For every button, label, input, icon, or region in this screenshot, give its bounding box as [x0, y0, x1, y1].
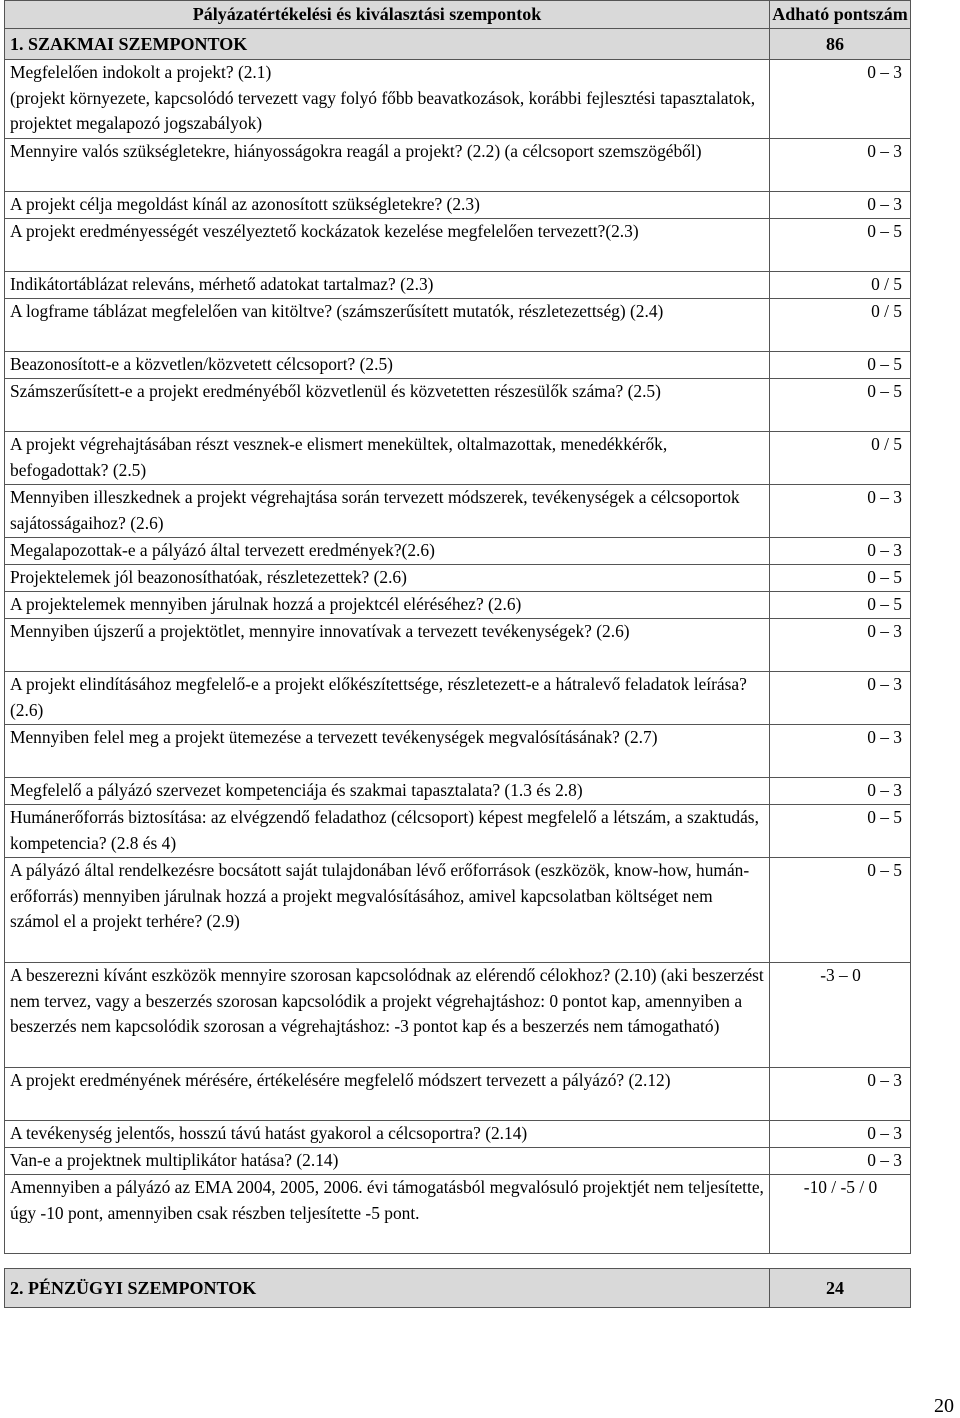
- criteria-score: 0 – 3: [770, 1121, 911, 1148]
- criteria-text: Humánerőforrás biztosítása: az elvégzendő feladathoz (célcsoport) képest megfelelő a létszám, a szaktudás, kompetencia? (2.8 és 4): [5, 805, 770, 858]
- criteria-score: -10 / -5 / 0: [770, 1175, 911, 1254]
- criteria-text: A projekt célja megoldást kínál az azonosított szükségletekre? (2.3): [5, 192, 770, 219]
- criteria-text: Mennyire valós szükségletekre, hiányosságokra reagál a projekt? (2.2) (a célcsoport szemszögéből): [5, 139, 770, 192]
- criteria-text: Mennyiben újszerű a projektötlet, mennyire innovatívak a tervezett tevékenységek? (2.6): [5, 619, 770, 672]
- criteria-score: 0 – 3: [770, 672, 911, 725]
- criteria-score: 0 – 5: [770, 858, 911, 963]
- criteria-text: A projekt elindításához megfelelő-e a projekt előkészítettsége, részletezett-e a hátralevő feladatok leírása? (2.6): [5, 672, 770, 725]
- criteria-text: Számszerűsített-e a projekt eredményéből közvetlenül és közvetetten részesülők száma? (2.5): [5, 379, 770, 432]
- score-header: Adható pontszám: [770, 1, 911, 29]
- criteria-score: 0 – 3: [770, 778, 911, 805]
- criteria-text: Indikátortáblázat releváns, mérhető adatokat tartalmaz? (2.3): [5, 272, 770, 299]
- criteria-text: Van-e a projektnek multiplikátor hatása? (2.14): [5, 1148, 770, 1175]
- criteria-score: 0 – 5: [770, 805, 911, 858]
- section-points: 86: [770, 29, 911, 60]
- section-label: 2. PÉNZÜGYI SZEMPONTOK: [5, 1269, 770, 1308]
- criteria-text: A projekt eredményességét veszélyeztető kockázatok kezelése megfelelően tervezett?(2.3): [5, 219, 770, 272]
- criteria-list: [5, 60, 911, 1254]
- criteria-row: [5, 619, 911, 672]
- criteria-header: Pályázatértékelési és kiválasztási szempontok: [5, 1, 770, 29]
- criteria-row: [5, 1175, 911, 1254]
- criteria-score: 0 – 3: [770, 725, 911, 778]
- criteria-score: 0 – 3: [770, 538, 911, 565]
- criteria-score: 0 – 5: [770, 379, 911, 432]
- criteria-row: [5, 192, 911, 219]
- criteria-score: 0 – 3: [770, 139, 911, 192]
- criteria-score: 0 – 3: [770, 1148, 911, 1175]
- criteria-score: 0 / 5: [770, 299, 911, 352]
- criteria-row: [5, 725, 911, 778]
- criteria-row: [5, 432, 911, 485]
- criteria-row: [5, 538, 911, 565]
- criteria-text: Megalapozottak-e a pályázó által tervezett eredmények?(2.6): [5, 538, 770, 565]
- criteria-text: A pályázó által rendelkezésre bocsátott saját tulajdonában lévő erőforrások (eszközök, know-how, humán-erőforrás) mennyiben járulnak hozzá a projekt megvalósításához, amivel kapcsolatban költséget nem számol el a projekt terhére? (2.9): [5, 858, 770, 963]
- criteria-text: Projektelemek jól beazonosíthatóak, részletezettek? (2.6): [5, 565, 770, 592]
- criteria-row: [5, 565, 911, 592]
- table-header-row: [5, 1, 911, 29]
- criteria-score: 0 – 3: [770, 485, 911, 538]
- criteria-row: [5, 299, 911, 352]
- criteria-text: A beszerezni kívánt eszközök mennyire szorosan kapcsolódnak az elérendő célokhoz? (2.10) (aki beszerzést nem tervez, vagy a beszerzés szorosan kapcsolódik a projekt végrehajtáshoz: 0 pontot kap, amennyiben a beszerzés nem kapcsolódik szorosan a végrehajtáshoz: -3 pontot kap és a beszerzés nem támogatható): [5, 963, 770, 1068]
- section-row-financial: [5, 1269, 911, 1308]
- criteria-text: Megfelelő a pályázó szervezet kompetenciája és szakmai tapasztalata? (1.3 és 2.8): [5, 778, 770, 805]
- section-label: 1. SZAKMAI SZEMPONTOK: [5, 29, 770, 60]
- criteria-score: 0 – 5: [770, 565, 911, 592]
- criteria-score: 0 – 5: [770, 352, 911, 379]
- criteria-row: [5, 592, 911, 619]
- criteria-row: [5, 805, 911, 858]
- criteria-text: Megfelelően indokolt a projekt? (2.1) (projekt környezete, kapcsolódó tervezett vagy folyó főbb beavatkozások, korábbi fejlesztési tapasztalatok, projektet megalapozó jogszabályok): [5, 60, 770, 139]
- criteria-row: [5, 672, 911, 725]
- criteria-row: [5, 139, 911, 192]
- criteria-row: [5, 963, 911, 1068]
- criteria-score: 0 – 5: [770, 592, 911, 619]
- criteria-row: [5, 1148, 911, 1175]
- criteria-row: [5, 219, 911, 272]
- criteria-text: A projektelemek mennyiben járulnak hozzá a projektcél eléréséhez? (2.6): [5, 592, 770, 619]
- criteria-score: 0 – 3: [770, 192, 911, 219]
- criteria-score: 0 / 5: [770, 272, 911, 299]
- criteria-score: -3 – 0: [770, 963, 911, 1068]
- criteria-score: 0 / 5: [770, 432, 911, 485]
- section-gap: [5, 1254, 911, 1269]
- criteria-text: Beazonosított-e a közvetlen/közvetett célcsoport? (2.5): [5, 352, 770, 379]
- criteria-row: [5, 858, 911, 963]
- criteria-text: A logframe táblázat megfelelően van kitöltve? (számszerűsített mutatók, részletezettség) (2.4): [5, 299, 770, 352]
- criteria-row: [5, 379, 911, 432]
- criteria-row: [5, 778, 911, 805]
- criteria-text: A tevékenység jelentős, hosszú távú hatást gyakorol a célcsoportra? (2.14): [5, 1121, 770, 1148]
- criteria-score: 0 – 5: [770, 219, 911, 272]
- criteria-text: Mennyiben felel meg a projekt ütemezése a tervezett tevékenységek megvalósításának? (2.7): [5, 725, 770, 778]
- section-points: 24: [770, 1269, 911, 1308]
- criteria-row: [5, 1121, 911, 1148]
- criteria-text: Mennyiben illeszkednek a projekt végrehajtása során tervezett módszerek, tevékenységek a célcsoportok sajátosságaihoz? (2.6): [5, 485, 770, 538]
- criteria-row: [5, 60, 911, 139]
- criteria-row: [5, 272, 911, 299]
- criteria-row: [5, 352, 911, 379]
- criteria-text: A projekt végrehajtásában részt vesznek-e elismert menekültek, oltalmazottak, menedékkérők, befogadottak? (2.5): [5, 432, 770, 485]
- page-number: 20: [934, 1395, 954, 1417]
- section-row-professional: [5, 29, 911, 60]
- criteria-text: A projekt eredményének mérésére, értékelésére megfelelő módszert tervezett a pályázó? (2.12): [5, 1068, 770, 1121]
- criteria-text: Amennyiben a pályázó az EMA 2004, 2005, 2006. évi támogatásból megvalósuló projektjét nem teljesítette, úgy -10 pont, amennyiben csak részben teljesítette -5 pont.: [5, 1175, 770, 1254]
- criteria-score: 0 – 3: [770, 619, 911, 672]
- evaluation-table: [4, 0, 911, 1308]
- criteria-score: 0 – 3: [770, 60, 911, 139]
- criteria-row: [5, 485, 911, 538]
- criteria-score: 0 – 3: [770, 1068, 911, 1121]
- criteria-row: [5, 1068, 911, 1121]
